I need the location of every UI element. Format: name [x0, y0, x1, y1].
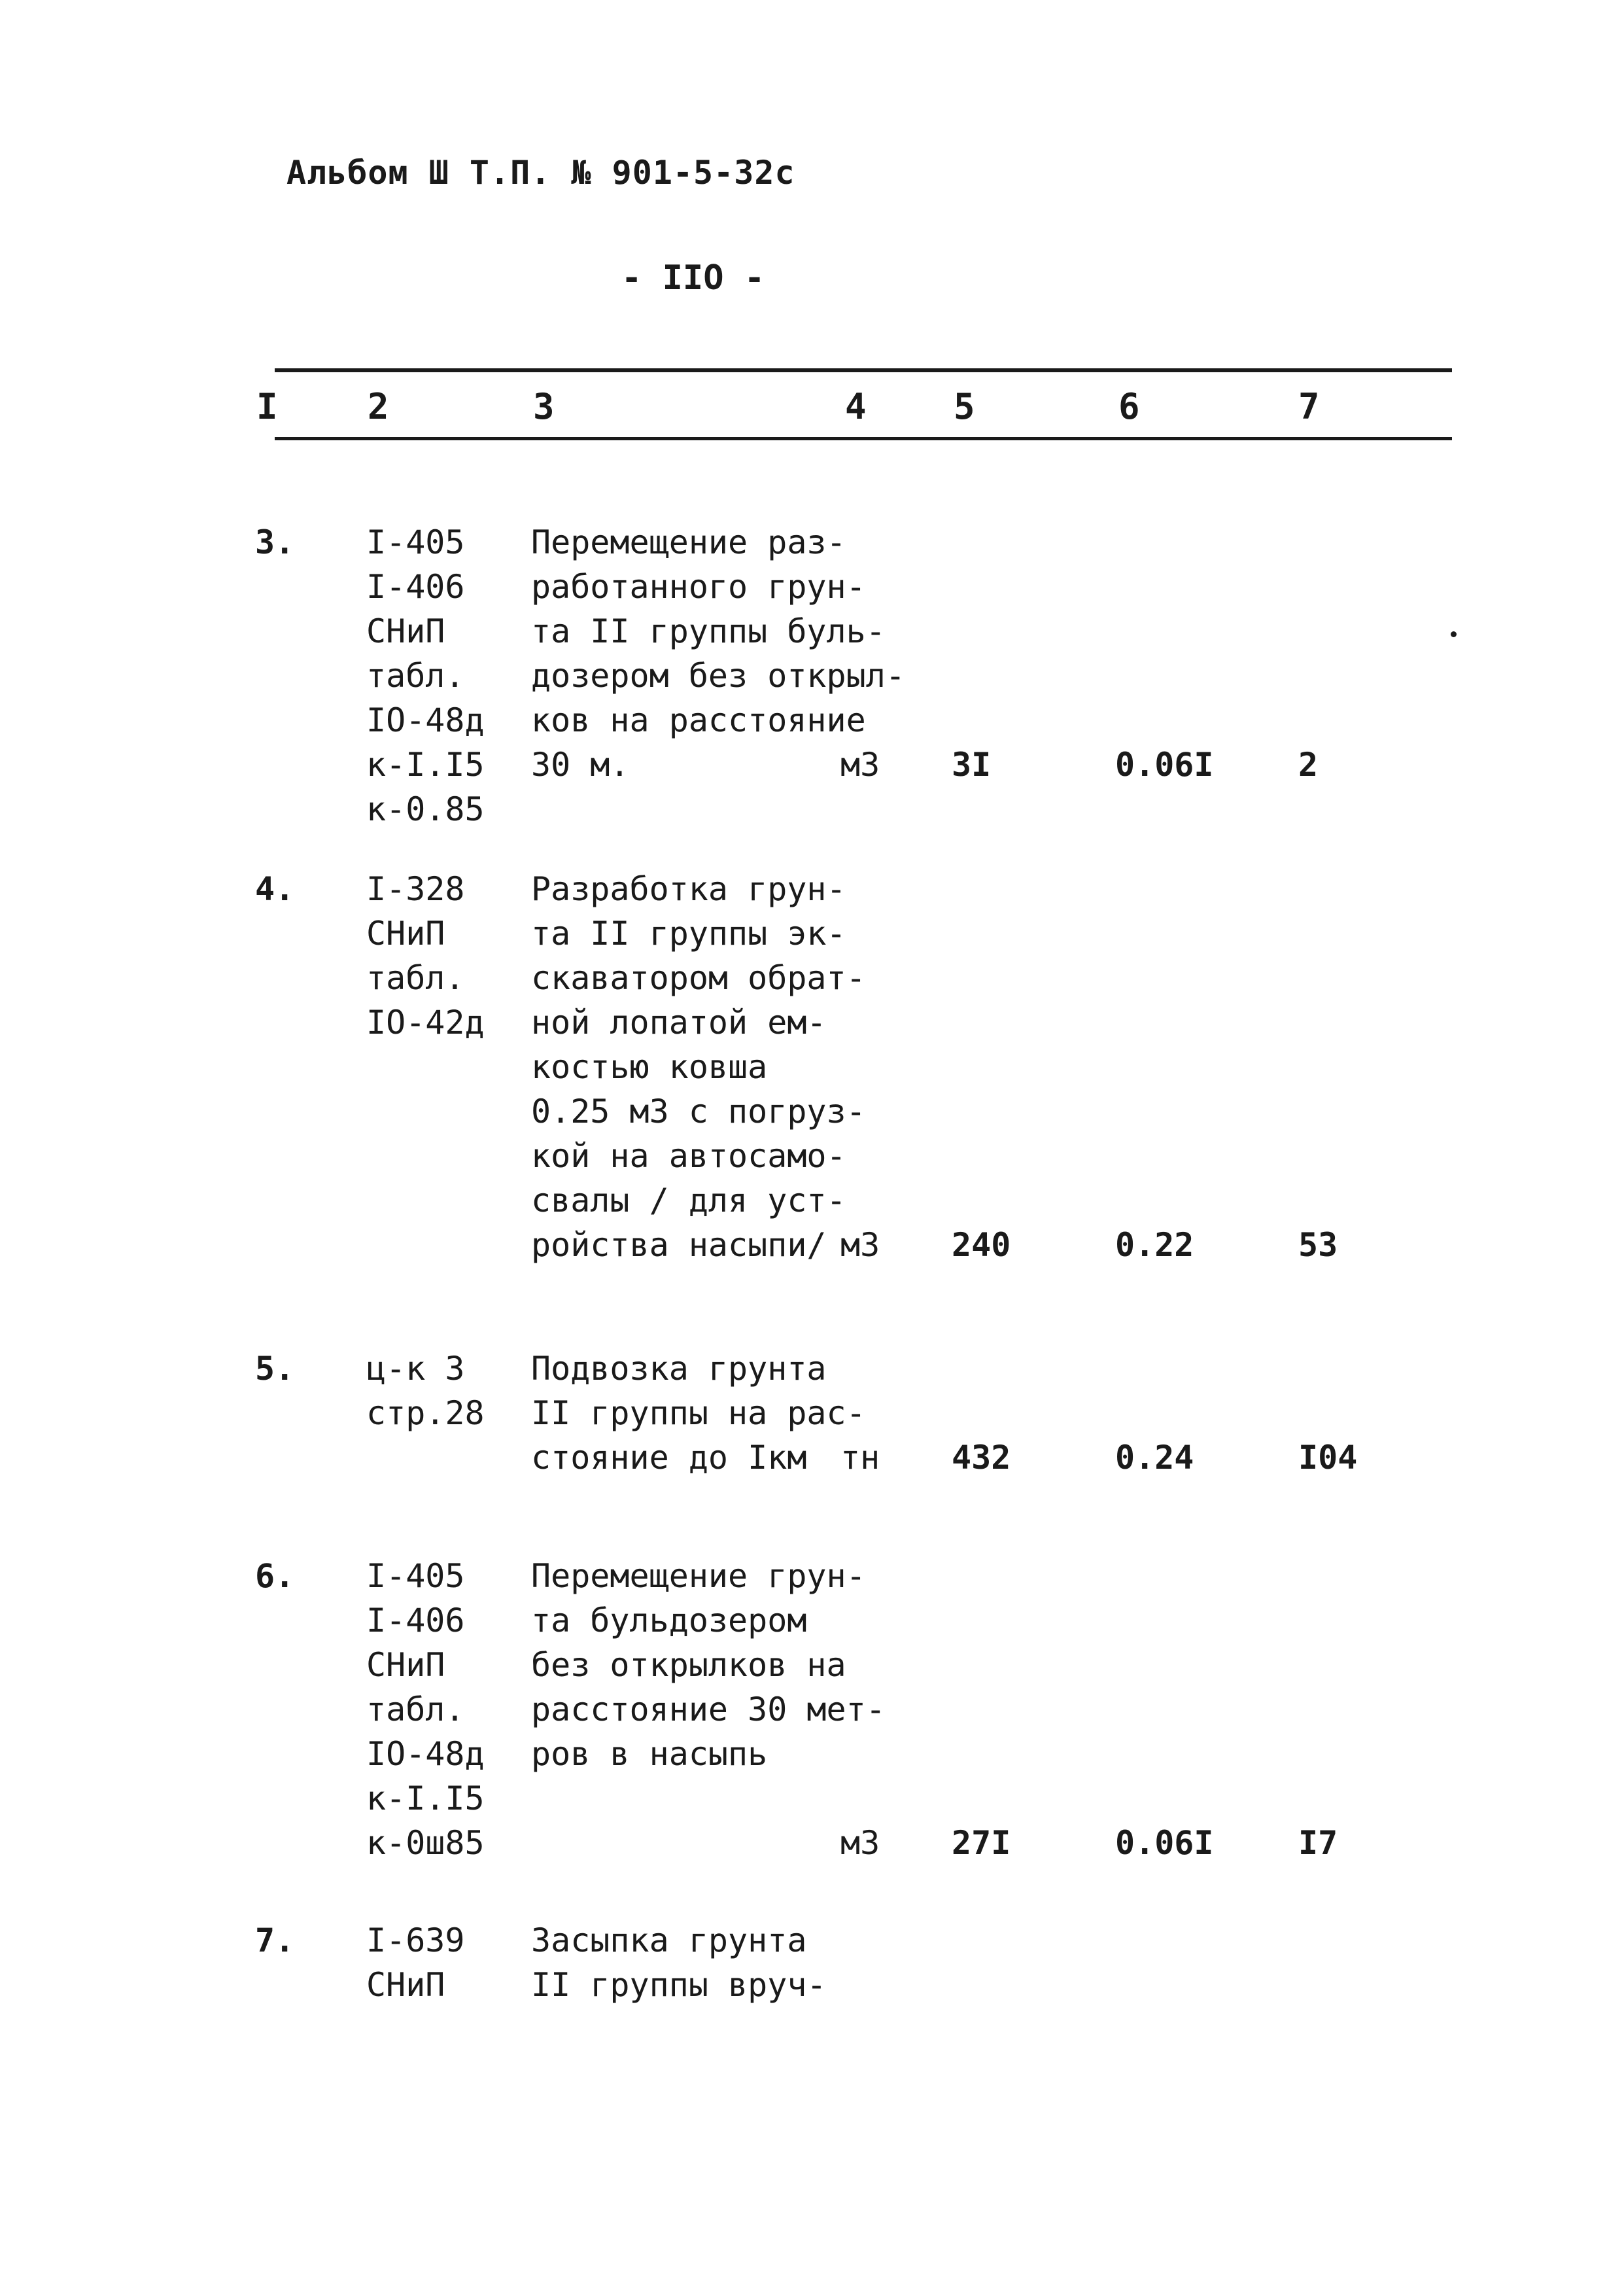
row-number: 7. — [255, 1921, 295, 1959]
row-number: 3. — [255, 523, 295, 561]
row-number: 5. — [255, 1350, 295, 1388]
column-header-4: 4 — [845, 386, 867, 427]
row-code: I-639 СНиП — [366, 1921, 465, 2004]
row-number: 4. — [255, 870, 295, 908]
row-quantity: 240 — [952, 1226, 1011, 1264]
row-description: Засыпка грунта II группы вруч- — [531, 1921, 827, 2004]
album-header: Альбом Ш Т.П. № 901-5-32с — [286, 154, 795, 192]
stray-dot — [1451, 631, 1457, 637]
row-norm: 0.22 — [1115, 1226, 1194, 1264]
row-code: ц-к 3 стр.28 — [366, 1350, 485, 1432]
row-unit: м3 — [840, 746, 880, 784]
row-quantity: 3I — [952, 746, 992, 784]
row-number: 6. — [255, 1557, 295, 1595]
row-total: 2 — [1298, 746, 1319, 784]
row-code: I-328 СНиП табл. IO-42д — [366, 870, 485, 1042]
row-total: 53 — [1298, 1226, 1338, 1264]
row-total: I7 — [1298, 1824, 1338, 1862]
row-description: Подвозка грунта II группы на рас- стояние до Iкм — [531, 1350, 866, 1477]
row-quantity: 432 — [952, 1439, 1011, 1477]
column-header-1: I — [256, 386, 278, 427]
row-unit: м3 — [840, 1226, 880, 1264]
row-norm: 0.06I — [1115, 1824, 1214, 1862]
column-header-5: 5 — [954, 386, 975, 427]
row-quantity: 27I — [952, 1824, 1011, 1862]
row-norm: 0.06I — [1115, 746, 1214, 784]
page-number: - IIO - — [621, 258, 765, 298]
row-total: I04 — [1298, 1439, 1358, 1477]
table-top-rule — [275, 368, 1452, 372]
row-unit: тн — [840, 1439, 880, 1477]
row-description: Перемещение грун- та бульдозером без открылков на расстояние 30 мет- ров в насыпь — [531, 1557, 886, 1773]
column-header-6: 6 — [1118, 386, 1140, 427]
table-header-rule — [275, 437, 1452, 440]
row-unit: м3 — [840, 1824, 880, 1862]
row-description: Разработка грун- та II группы эк- скаватором обрат- ной лопатой ем- костью ковша 0.25 м3 с погруз- кой на автосамо- свалы / для уст- ройства насыпи/ — [531, 870, 866, 1264]
column-header-7: 7 — [1298, 386, 1320, 427]
row-norm: 0.24 — [1115, 1439, 1194, 1477]
column-header-3: 3 — [533, 386, 555, 427]
row-code: I-405 I-406 СНиП табл. IO-48д к-I.I5 к-0ш85 — [366, 1557, 485, 1862]
row-code: I-405 I-406 СНиП табл. IO-48д к-I.I5 к-0.85 — [366, 523, 485, 828]
row-description: Перемещение раз- работанного грун- та II группы буль- дозером без открыл- ков на расстояние 30 м. — [531, 523, 905, 784]
column-header-2: 2 — [368, 386, 389, 427]
